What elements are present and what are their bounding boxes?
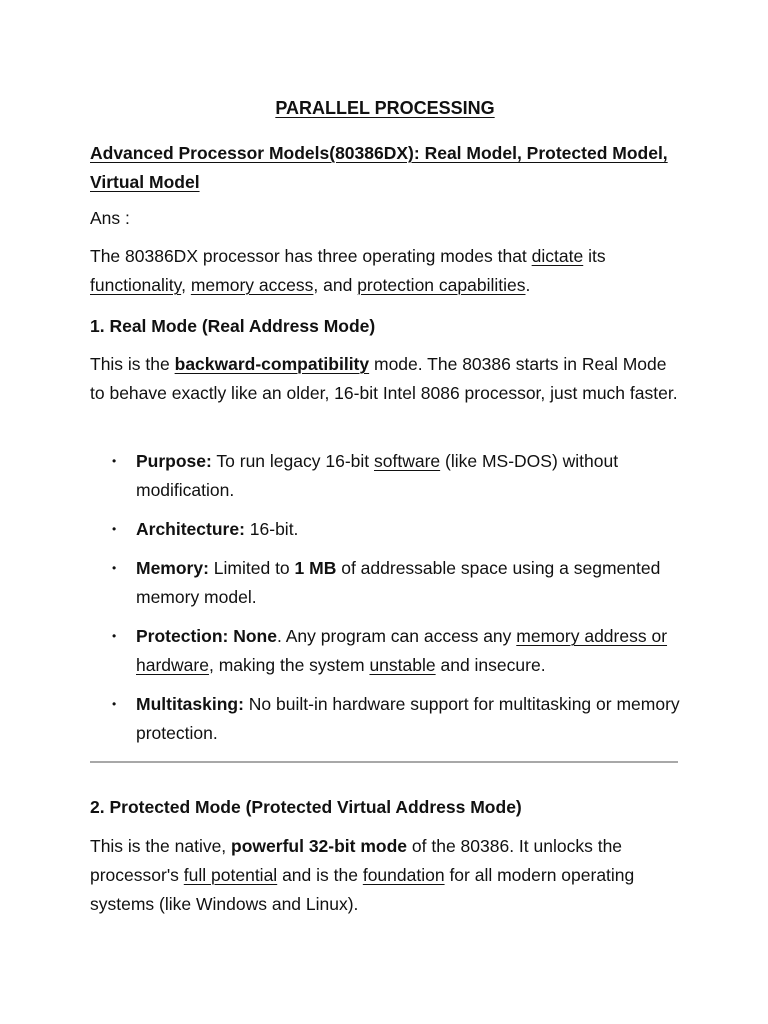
- intro-text-3: ,: [181, 275, 191, 295]
- intro-paragraph: [90, 242, 680, 300]
- item-bold-value: 1 MB: [294, 558, 337, 578]
- intro-text-5: .: [525, 275, 531, 295]
- answer-label: Ans :: [90, 208, 130, 228]
- bullet-icon: •: [112, 561, 117, 575]
- real-mode-text-2: mode. The 80386 starts in Real Mode to behave exactly like an older, 16-bit Intel 8086 processor, just much faster.: [90, 354, 678, 403]
- intro-link-memory-access: memory access: [190, 275, 314, 295]
- item-text: . Any program can access any: [276, 626, 517, 646]
- powerful-32-bit-term: powerful 32-bit mode: [231, 836, 408, 856]
- item-text: 16-bit.: [244, 519, 299, 539]
- item-label: Architecture:: [136, 519, 245, 539]
- list-item-purpose: [90, 447, 680, 505]
- bullet-icon: •: [112, 697, 117, 711]
- item-label: Memory:: [136, 558, 209, 578]
- intro-link-dictate: dictate: [531, 246, 584, 266]
- item-label: Multitasking:: [136, 694, 244, 714]
- item-link-software: software: [374, 451, 441, 471]
- link-foundation: foundation: [362, 865, 445, 885]
- item-text: No built-in hardware support for multitasking or memory protection.: [136, 694, 680, 743]
- question-heading: Advanced Processor Models(80386DX): Real Model, Protected Model, Virtual Model: [90, 143, 668, 192]
- real-mode-heading: 1. Real Mode (Real Address Mode): [90, 316, 376, 336]
- backward-compatibility-term: backward-compatibility: [174, 354, 370, 374]
- protected-mode-text-1: This is the native,: [90, 836, 232, 856]
- item-label: Purpose:: [136, 451, 212, 471]
- item-text: (like MS-DOS) without modification.: [136, 451, 619, 500]
- list-item-protection: [90, 622, 680, 680]
- item-text: , making the system: [208, 655, 370, 675]
- intro-text-4: , and: [313, 275, 358, 295]
- list-item-multitasking: [90, 690, 680, 748]
- intro-link-functionality: functionality: [90, 275, 182, 295]
- protected-mode-text-3: and is the: [277, 865, 363, 885]
- intro-text-2: its: [583, 246, 606, 266]
- item-text: Limited to: [208, 558, 295, 578]
- real-mode-list: [90, 447, 680, 758]
- item-text: of addressable space using a segmented memory model.: [136, 558, 661, 607]
- horizontal-divider: [90, 761, 678, 763]
- protected-mode-heading: 2. Protected Mode (Protected Virtual Address Mode): [90, 797, 522, 817]
- list-item-memory: [90, 554, 680, 612]
- list-item-architecture: [90, 515, 680, 544]
- protected-mode-text-2: of the 80386. It unlocks the processor's: [90, 836, 623, 885]
- page-title: PARALLEL PROCESSING: [275, 98, 495, 118]
- bullet-icon: •: [112, 454, 117, 468]
- item-link-unstable: unstable: [369, 655, 436, 675]
- link-full-potential: full potential: [183, 865, 278, 885]
- item-text: To run legacy 16-bit: [211, 451, 374, 471]
- intro-link-protection-capabilities: protection capabilities: [357, 275, 526, 295]
- item-label: Protection: None: [136, 626, 277, 646]
- protected-mode-text-4: for all modern operating systems (like Windows and Linux).: [90, 865, 635, 914]
- real-mode-text-1: This is the: [90, 354, 175, 374]
- bullet-icon: •: [112, 629, 117, 643]
- intro-text-1: The 80386DX processor has three operating modes that: [90, 246, 532, 266]
- item-text: and insecure.: [435, 655, 546, 675]
- protected-mode-paragraph: [90, 832, 680, 919]
- real-mode-paragraph: [90, 350, 680, 408]
- item-link-memory-address: memory address or hardware: [136, 626, 668, 675]
- bullet-icon: •: [112, 522, 117, 536]
